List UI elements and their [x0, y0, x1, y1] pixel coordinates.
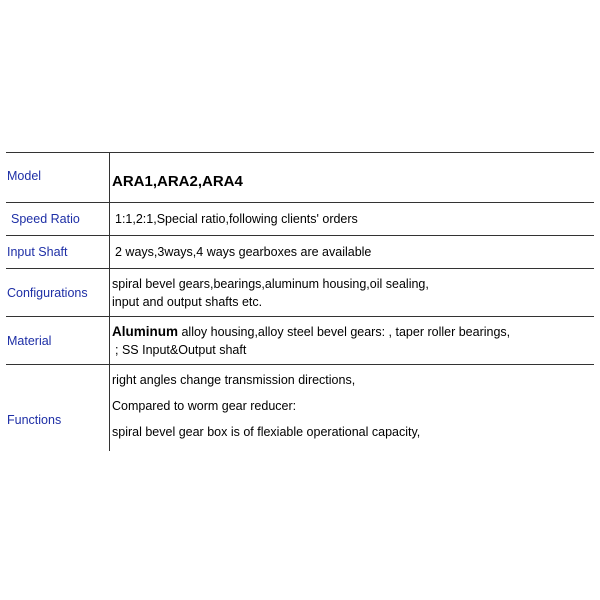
- functions-line-2: Compared to worm gear reducer:: [112, 399, 297, 413]
- value-speed-ratio: 1:1,2:1,Special ratio,following clients' orders: [110, 203, 595, 236]
- value-configurations: [110, 269, 595, 317]
- material-lead: Aluminum: [112, 323, 178, 339]
- value-material: [110, 317, 595, 365]
- row-model: [6, 153, 594, 203]
- row-configurations: [6, 269, 594, 317]
- material-line-1: [112, 323, 594, 341]
- row-functions: [6, 365, 594, 451]
- value-functions: [110, 365, 595, 451]
- material-line-1-rest: alloy housing,alloy steel bevel gears: , taper roller bearings,: [178, 324, 511, 339]
- value-model: ARA1,ARA2,ARA4: [110, 153, 595, 203]
- label-configurations: Configurations: [6, 269, 110, 317]
- functions-line-1: right angles change transmission directions,: [112, 373, 356, 387]
- value-input-shaft: 2 ways,3ways,4 ways gearboxes are available: [110, 236, 595, 269]
- configurations-line-2: input and output shafts etc.: [112, 294, 263, 309]
- label-model: Model: [6, 153, 110, 203]
- row-input-shaft: [6, 236, 594, 269]
- label-material: Material: [6, 317, 110, 365]
- label-functions: Functions: [6, 365, 110, 451]
- material-line-2: ; SS Input&Output shaft: [115, 342, 247, 357]
- row-material: [6, 317, 594, 365]
- configurations-line-1: spiral bevel gears,bearings,aluminum housing,oil sealing,: [112, 276, 429, 291]
- spec-table: [6, 152, 594, 451]
- label-input-shaft: Input Shaft: [6, 236, 110, 269]
- label-speed-ratio: Speed Ratio: [6, 203, 110, 236]
- functions-line-3: spiral bevel gear box is of flexiable operational capacity,: [112, 425, 421, 439]
- row-speed-ratio: [6, 203, 594, 236]
